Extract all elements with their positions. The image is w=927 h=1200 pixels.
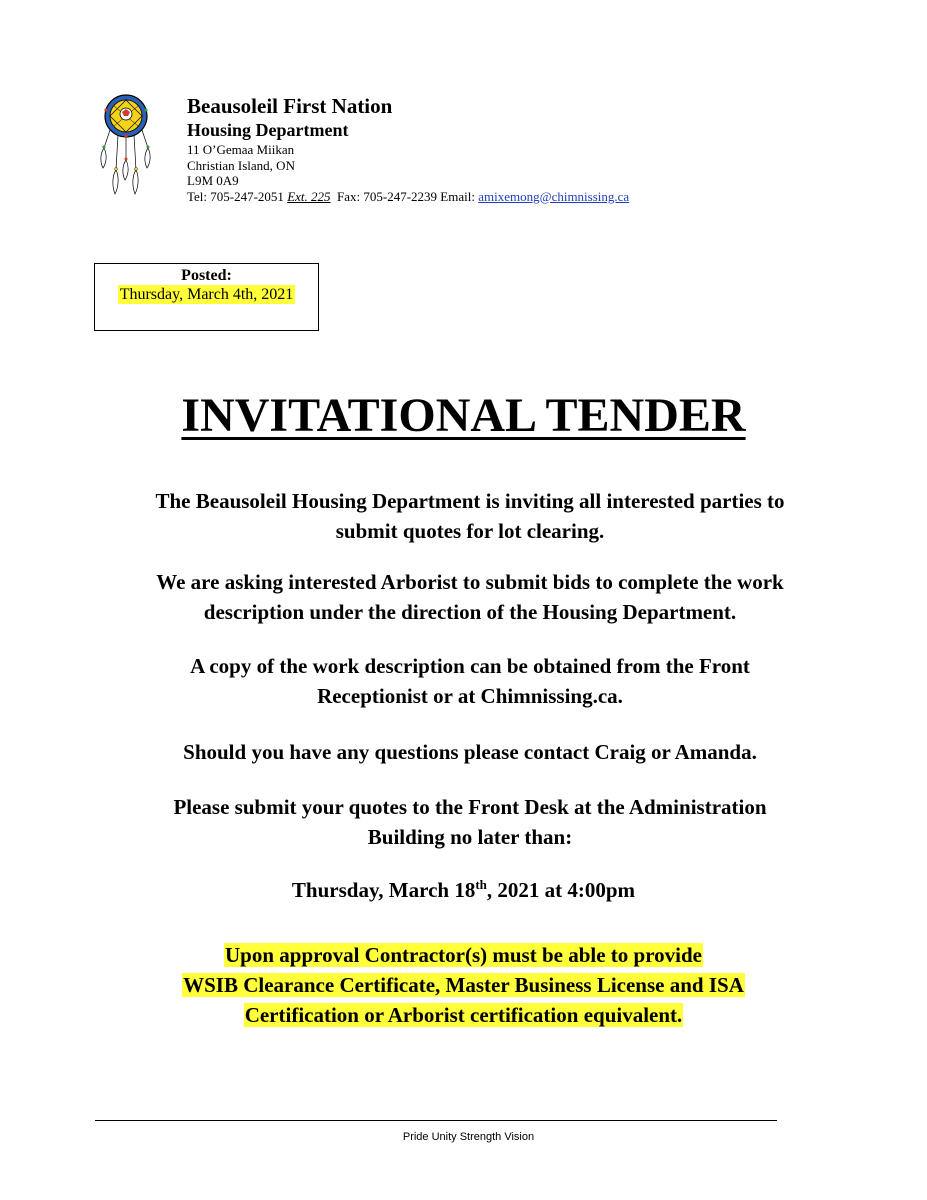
telephone: Tel: 705-247-2051 [187,188,284,204]
email-link[interactable]: amixemong@chimnissing.ca [478,188,630,204]
deadline-rest: , 2021 at 4:00pm [486,878,636,902]
requirements-line-1: Upon approval Contractor(s) must be able to provide [225,943,702,967]
paragraph-invitation-line-2: submit quotes for lot clearing. [335,519,605,543]
footer-divider [95,1120,777,1121]
contact-line [187,189,629,205]
posted-date: Thursday, March 4th, 2021 [119,286,294,303]
footer-motto: Pride Unity Strength Vision [402,1131,535,1143]
telephone-extension: Ext. 225 [287,188,331,204]
address-line-2: Christian Island, ON [187,157,295,173]
dreamcatcher-logo-icon [92,92,164,198]
requirements [0,940,927,1030]
requirements-line-2: WSIB Clearance Certificate, Master Business License and ISA [183,973,744,997]
paragraph-arborist-line-1: We are asking interested Arborist to submit bids to complete the work [156,570,784,594]
paragraph-work-description-line-1: A copy of the work description can be obtained from the Front [190,654,750,678]
posted-label: Posted: [181,267,232,284]
page-title [0,386,927,446]
paragraph-submit [60,792,880,852]
fax: Fax: 705-247-2239 [337,188,438,204]
address-block [187,142,629,204]
department-name: Housing Department [187,120,349,140]
posted-box [94,263,319,331]
page-title-text: INVITATIONAL TENDER [181,389,746,442]
paragraph-arborist [60,567,880,627]
deadline-prefix: Thursday, March 18 [291,878,476,902]
address-line-1: 11 O’Gemaa Miikan [187,142,295,157]
email-label: Email: [440,188,475,204]
paragraph-submit-line-2: Building no later than: [367,825,573,849]
postal-code: L9M 0A9 [187,173,239,188]
requirements-line-3: Certification or Arborist certification equivalent. [244,1003,683,1027]
paragraph-invitation [60,486,880,546]
deadline [0,875,927,905]
paragraph-arborist-line-2: description under the direction of the Housing Department. [203,600,737,624]
deadline-ordinal: th [475,877,487,892]
organization-name: Beausoleil First Nation [187,94,393,118]
paragraph-submit-line-1: Please submit your quotes to the Front Desk at the Administration [173,795,767,819]
paragraph-questions: Should you have any questions please contact Craig or Amanda. [183,740,757,764]
letterhead [187,96,629,204]
paragraph-work-description [60,651,880,711]
paragraph-work-description-line-2: Receptionist or at Chimnissing.ca. [317,684,623,708]
paragraph-invitation-line-1: The Beausoleil Housing Department is inviting all interested parties to [155,489,785,513]
